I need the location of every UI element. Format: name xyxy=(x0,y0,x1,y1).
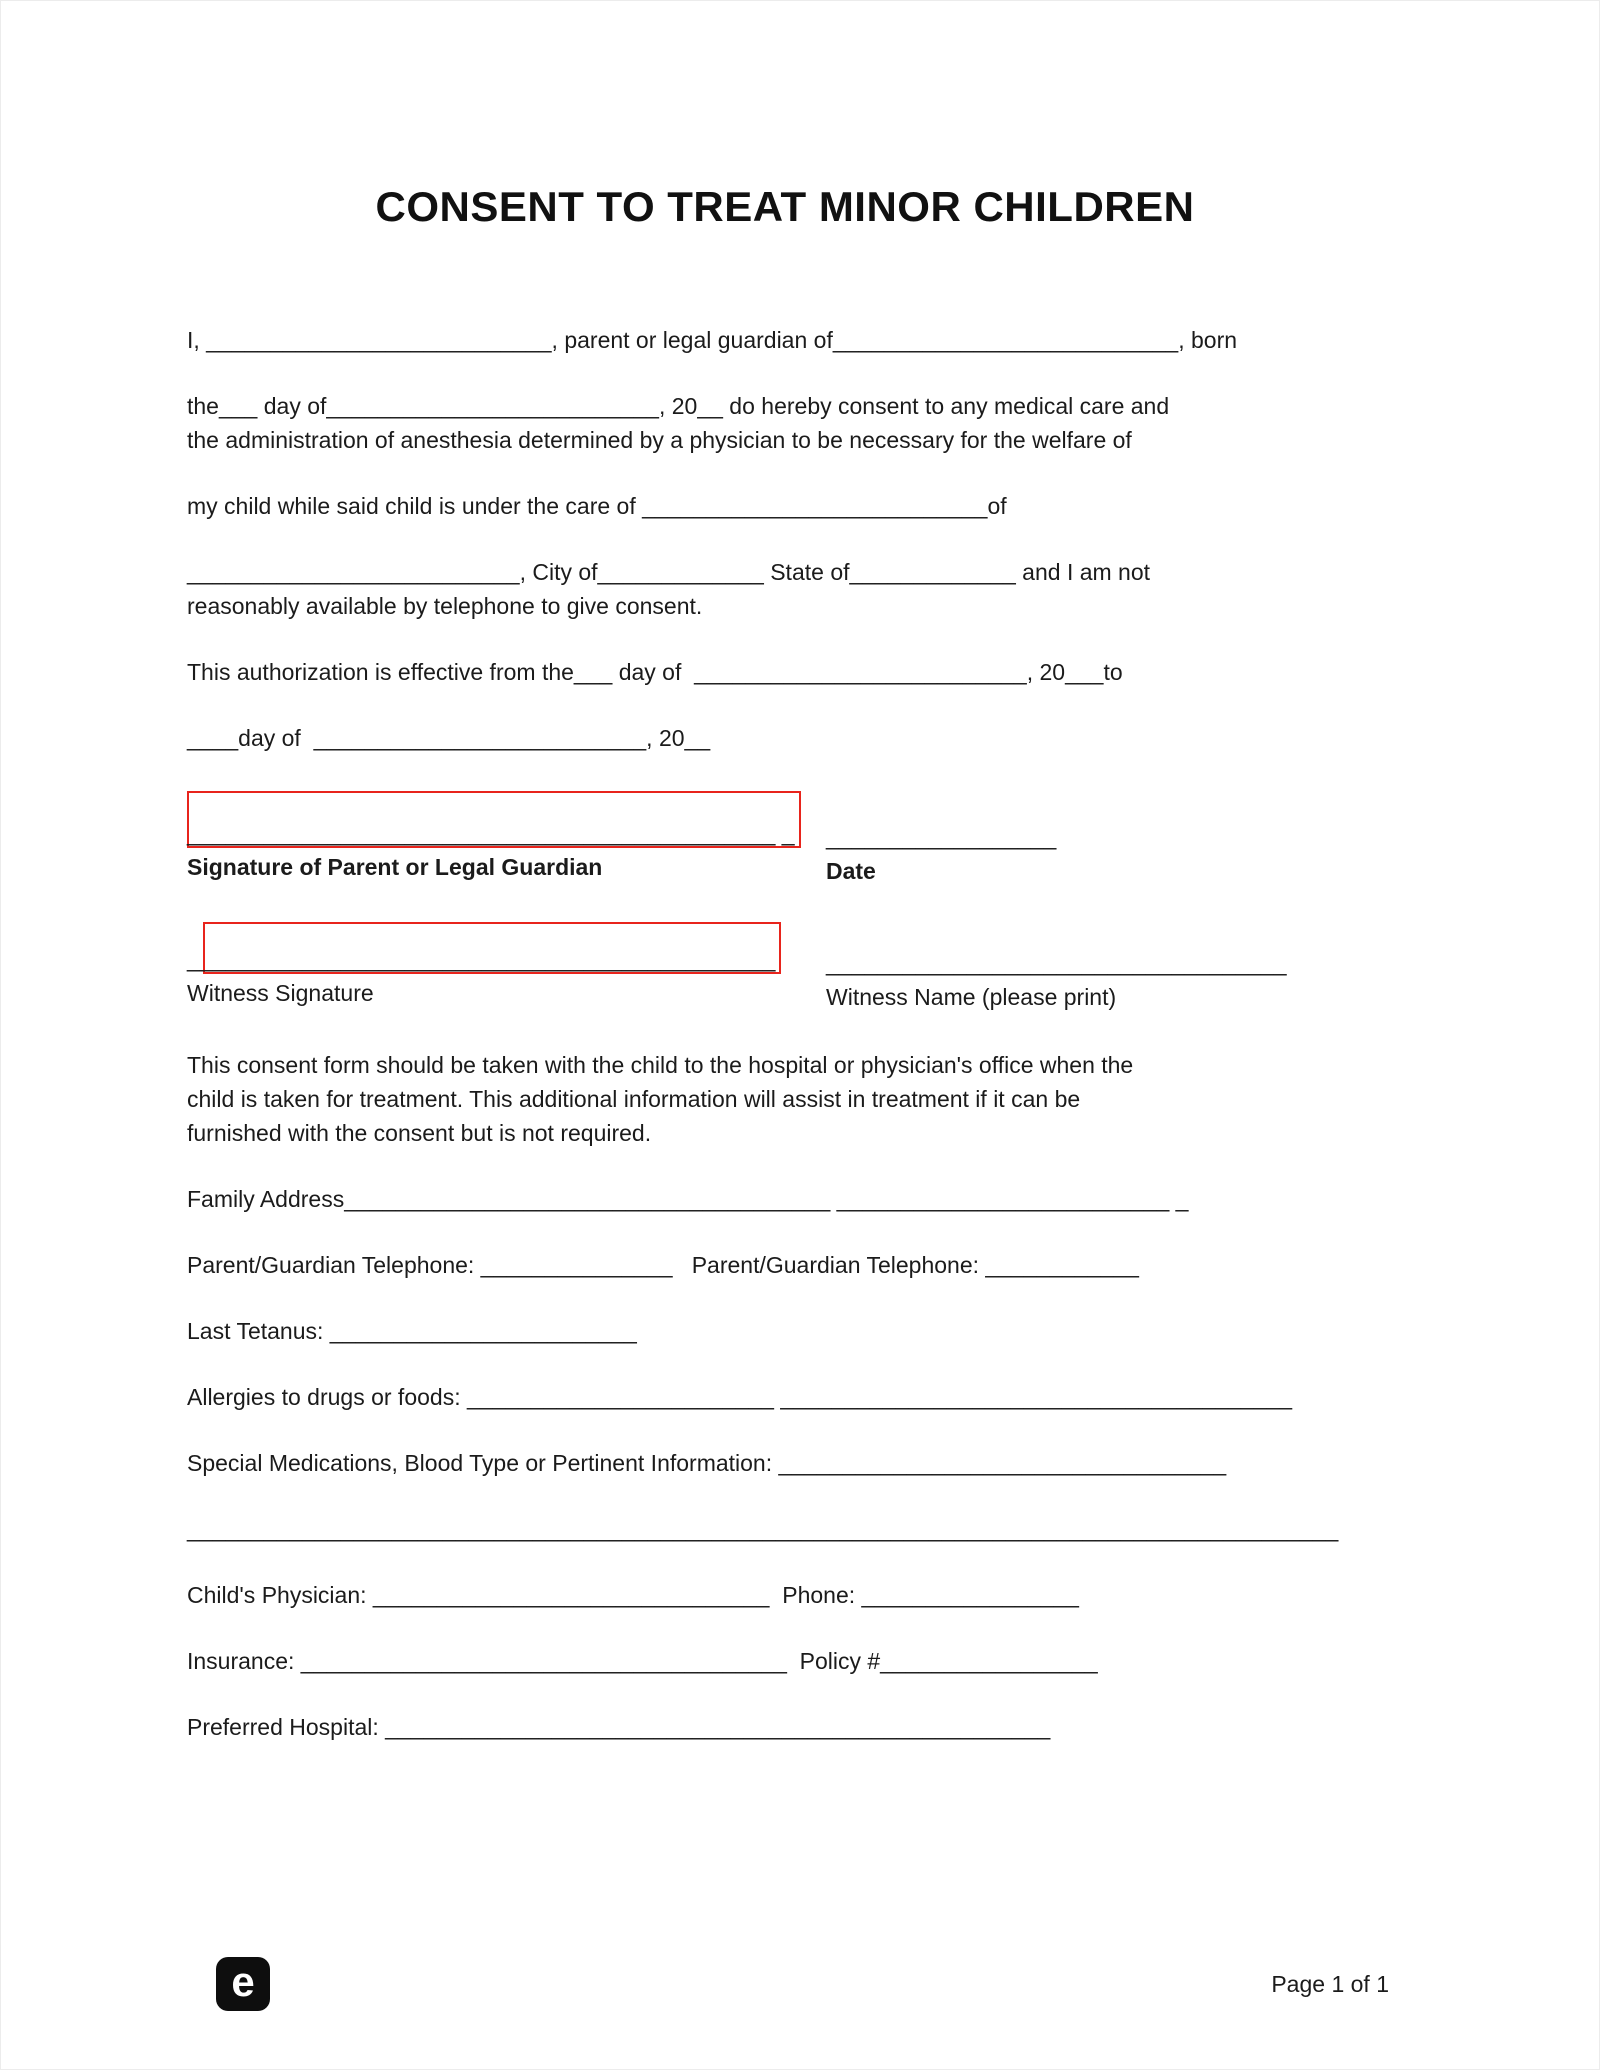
location-clause-line-2: reasonably available by telephone to give consent. xyxy=(187,593,703,619)
last-tetanus-text: Last Tetanus: ________________________ xyxy=(187,1318,637,1344)
page-number: Page 1 of 1 xyxy=(1271,1970,1389,1997)
effective-to-line-text: ____day of __________________________, 20__ xyxy=(187,725,711,751)
witness-name-column xyxy=(826,946,1383,1014)
eforms-logo-letter: e xyxy=(231,1958,255,2005)
effective-to-line xyxy=(187,721,1383,755)
consent-clause-line-1: the___ day of__________________________, 20__ do hereby consent to any medical care and xyxy=(187,393,1170,419)
witness-signature-section xyxy=(187,922,1383,1014)
date-column xyxy=(826,820,1383,888)
intro-line-text: I, ___________________________, parent or legal guardian of___________________________, born xyxy=(187,327,1238,353)
childs-physician-text: Child's Physician: _______________________________ Phone: _________________ xyxy=(187,1582,1079,1608)
eforms-logo[interactable] xyxy=(216,1957,270,2011)
parent-signature-section xyxy=(187,791,1383,888)
insurance-field xyxy=(187,1644,1383,1678)
date-label: Date xyxy=(826,858,876,884)
consent-clause xyxy=(187,389,1383,457)
additional-info-line-3: furnished with the consent but is not required. xyxy=(187,1120,652,1146)
effective-from-line-text: This authorization is effective from the___ day of __________________________, 20___to xyxy=(187,659,1123,685)
additional-info-line-1: This consent form should be taken with the child to the hospital or physician's office when the xyxy=(187,1052,1134,1078)
witness-signature-label: Witness Signature xyxy=(187,980,374,1006)
consent-clause-line-2: the administration of anesthesia determined by a physician to be necessary for the welfare of xyxy=(187,427,1132,453)
location-clause-line-1: __________________________, City of_____________ State of_____________ and I am not xyxy=(187,559,1151,585)
allergies-field xyxy=(187,1380,1383,1414)
insurance-text: Insurance: ______________________________________ Policy #_________________ xyxy=(187,1648,1098,1674)
preferred-hospital-field xyxy=(187,1710,1383,1744)
page-title: CONSENT TO TREAT MINOR CHILDREN xyxy=(375,183,1195,230)
care-of-line xyxy=(187,489,1383,523)
special-medications-field xyxy=(187,1446,1383,1480)
allergies-text: Allergies to drugs or foods: ________________________ ________________________________________ xyxy=(187,1384,1293,1410)
intro-line xyxy=(187,323,1383,357)
parent-signature-column xyxy=(187,791,807,884)
additional-info-paragraph xyxy=(187,1048,1383,1150)
telephone-fields xyxy=(187,1248,1383,1282)
care-of-line-text: my child while said child is under the care of ___________________________of xyxy=(187,493,1007,519)
last-tetanus-field xyxy=(187,1314,1383,1348)
witness-name-label: Witness Name (please print) xyxy=(826,984,1117,1010)
telephone-text: Parent/Guardian Telephone: _______________ Parent/Guardian Telephone: ____________ xyxy=(187,1252,1139,1278)
witness-signature-column xyxy=(187,922,807,1010)
special-medications-text: Special Medications, Blood Type or Pertinent Information: ___________________________________ xyxy=(187,1450,1227,1476)
effective-from-line xyxy=(187,655,1383,689)
continuation-line-text: __________________________________________________________________________________________ xyxy=(187,1516,1339,1542)
continuation-line-field xyxy=(187,1512,1383,1546)
childs-physician-field xyxy=(187,1578,1383,1612)
page-footer xyxy=(216,1957,1389,2011)
additional-info-line-2: child is taken for treatment. This additional information will assist in treatment if it can be xyxy=(187,1086,1081,1112)
date-line: __________________ xyxy=(826,824,1057,850)
document-content xyxy=(187,183,1383,1776)
parent-signature-label: Signature of Parent or Legal Guardian xyxy=(187,854,603,880)
family-address-field xyxy=(187,1182,1383,1216)
witness-signature-line: ______________________________________________ xyxy=(187,946,776,972)
family-address-text: Family Address______________________________________ __________________________ _ xyxy=(187,1186,1189,1212)
parent-signature-line: ______________________________________________ _ xyxy=(187,820,795,846)
witness-name-line: ____________________________________ xyxy=(826,950,1287,976)
location-clause xyxy=(187,555,1383,623)
preferred-hospital-text: Preferred Hospital: ____________________________________________________ xyxy=(187,1714,1051,1740)
